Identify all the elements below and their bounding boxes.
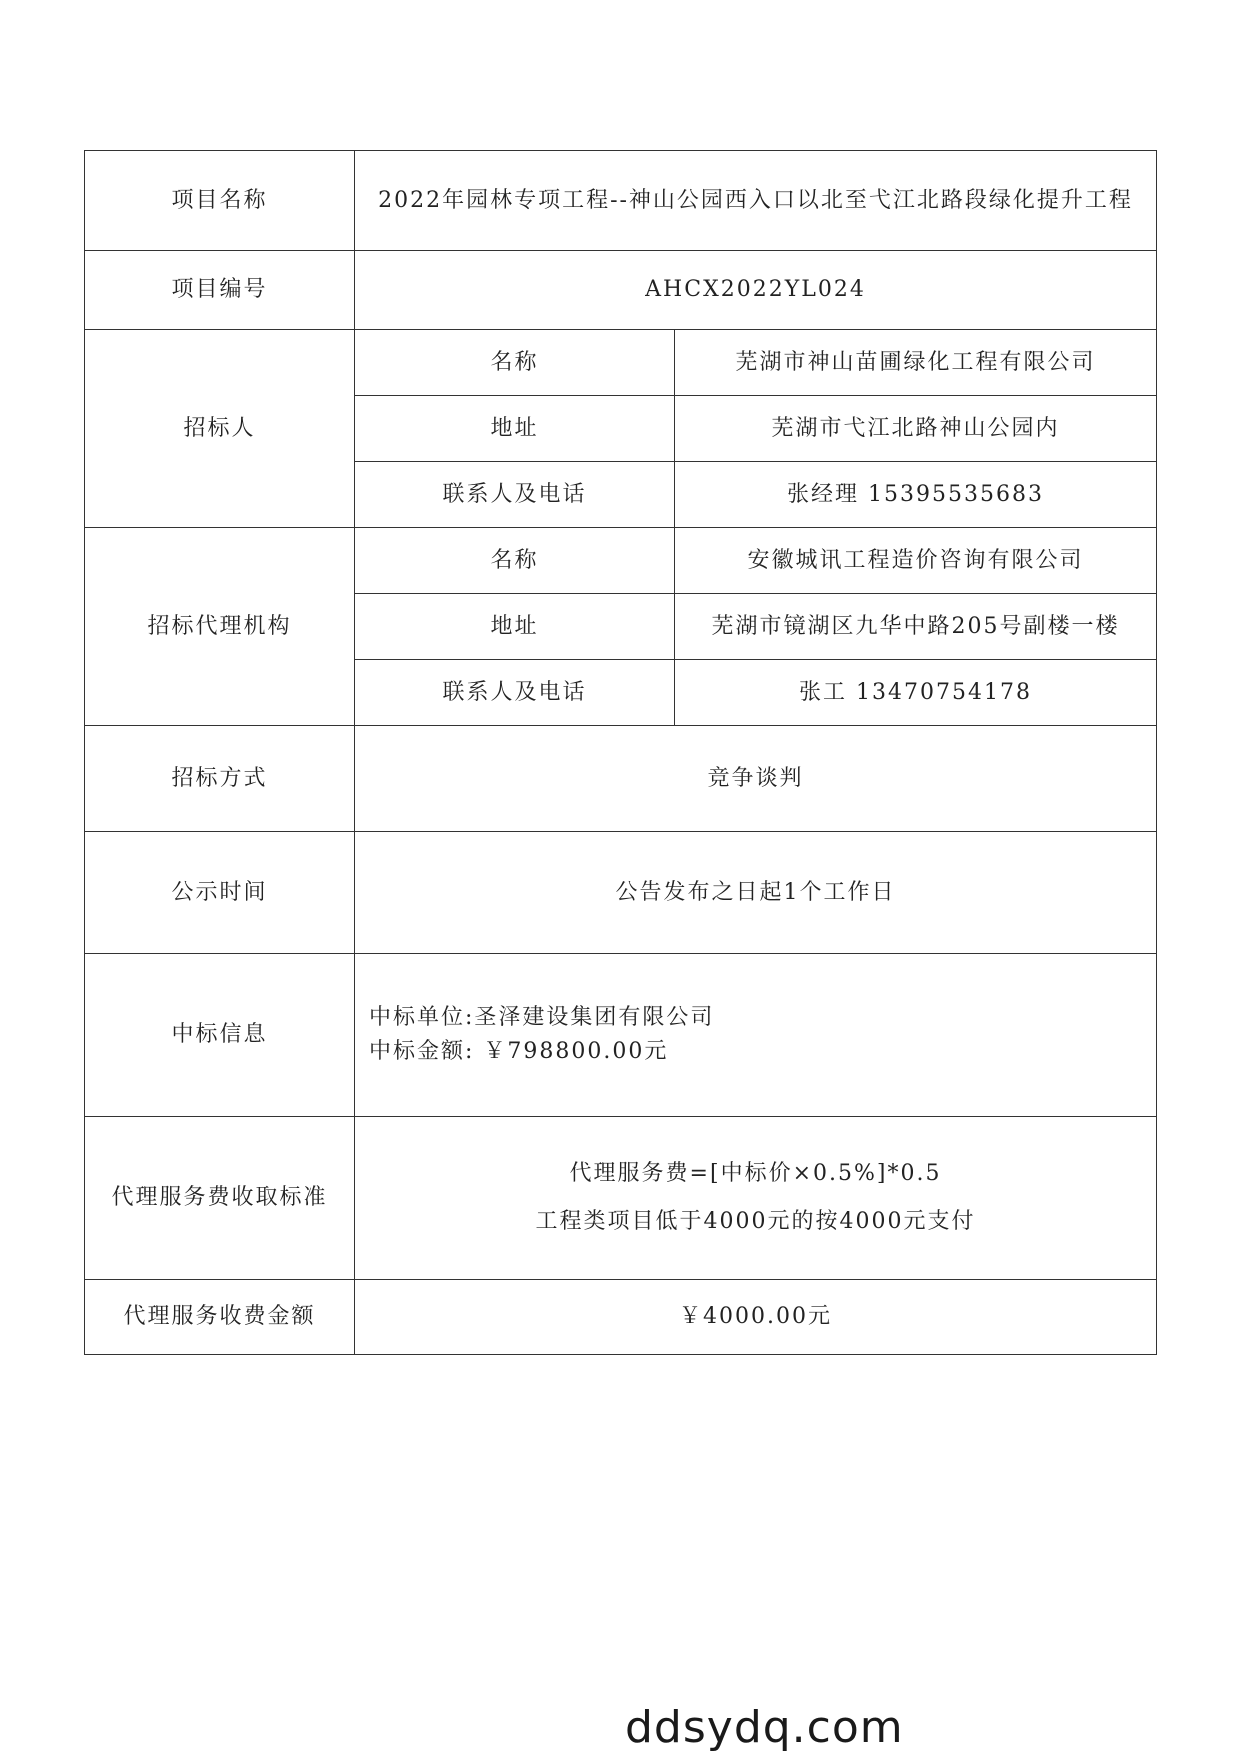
- row-project-name: [85, 151, 1157, 251]
- method-value: 竞争谈判: [355, 726, 1157, 832]
- award-amount: 中标金额: ￥798800.00元: [369, 1039, 669, 1064]
- row-fee-standard: [85, 1117, 1157, 1280]
- award-label: 中标信息: [85, 954, 355, 1117]
- tenderer-contact-value: 张经理 15395535683: [675, 462, 1157, 528]
- bid-result-table: [84, 150, 1157, 1355]
- agency-contact-value: 张工 13470754178: [675, 660, 1157, 726]
- tenderer-address-value: 芜湖市弋江北路神山公园内: [675, 396, 1157, 462]
- fee-amount-label: 代理服务收费金额: [85, 1280, 355, 1355]
- agency-address-value: 芜湖市镜湖区九华中路205号副楼一楼: [675, 594, 1157, 660]
- row-publicity: [85, 832, 1157, 954]
- fee-amount-value: ￥4000.00元: [355, 1280, 1157, 1355]
- agency-name-label: 名称: [355, 528, 675, 594]
- publicity-label: 公示时间: [85, 832, 355, 954]
- agency-address-label: 地址: [355, 594, 675, 660]
- award-winner: 中标单位:圣泽建设集团有限公司: [369, 1005, 715, 1030]
- tenderer-label: 招标人: [85, 330, 355, 528]
- award-info: [355, 954, 1157, 1117]
- project-name-value: 2022年园林专项工程--神山公园西入口以北至弋江北路段绿化提升工程: [355, 151, 1157, 251]
- row-agency-name: [85, 528, 1157, 594]
- row-method: [85, 726, 1157, 832]
- row-project-code: [85, 251, 1157, 330]
- tenderer-contact-label: 联系人及电话: [355, 462, 675, 528]
- project-code-value: AHCX2022YL024: [355, 251, 1157, 330]
- fee-standard-line1: 代理服务费=[中标价×0.5%]*0.5: [569, 1161, 942, 1186]
- fee-standard-info: [355, 1117, 1157, 1280]
- tenderer-name-value: 芜湖市神山苗圃绿化工程有限公司: [675, 330, 1157, 396]
- agency-name-value: 安徽城讯工程造价咨询有限公司: [675, 528, 1157, 594]
- publicity-value: 公告发布之日起1个工作日: [355, 832, 1157, 954]
- project-name-label: 项目名称: [85, 151, 355, 251]
- fee-standard-label: 代理服务费收取标准: [85, 1117, 355, 1280]
- method-label: 招标方式: [85, 726, 355, 832]
- agency-contact-label: 联系人及电话: [355, 660, 675, 726]
- tenderer-name-label: 名称: [355, 330, 675, 396]
- row-fee-amount: [85, 1280, 1157, 1355]
- tenderer-address-label: 地址: [355, 396, 675, 462]
- fee-standard-line2: 工程类项目低于4000元的按4000元支付: [535, 1209, 976, 1234]
- project-code-label: 项目编号: [85, 251, 355, 330]
- watermark: ddsydq.com: [625, 1702, 904, 1753]
- row-tenderer-name: [85, 330, 1157, 396]
- row-award: [85, 954, 1157, 1117]
- agency-label: 招标代理机构: [85, 528, 355, 726]
